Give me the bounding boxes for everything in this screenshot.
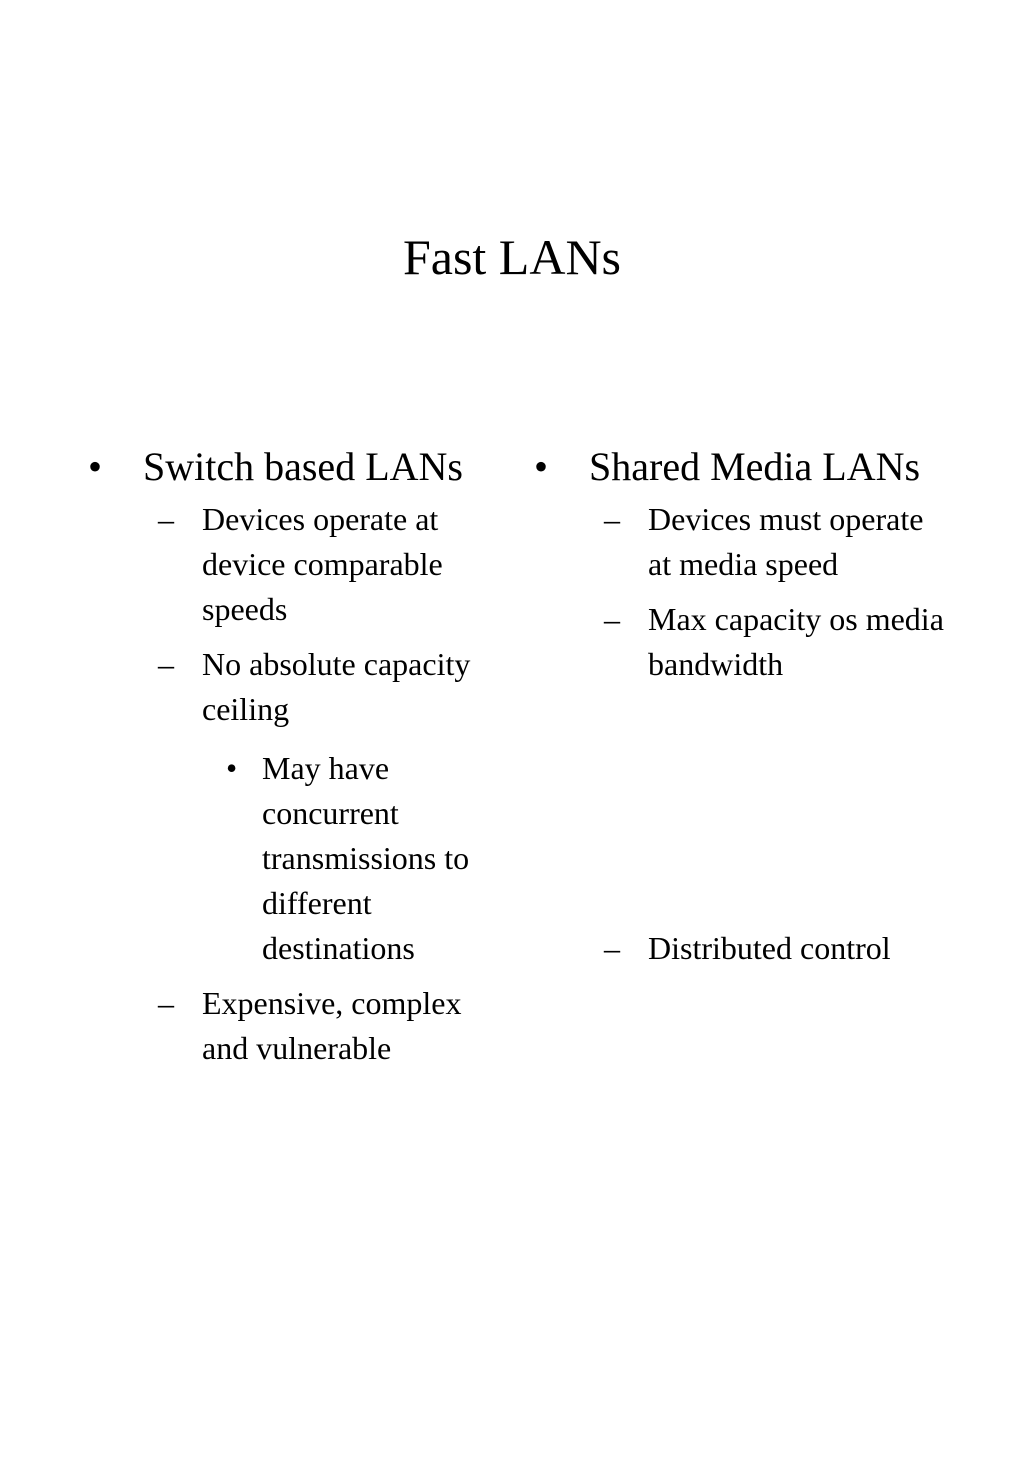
bullet-marker: • <box>88 444 103 489</box>
left-item-text: No absolute capacity ceiling <box>202 646 471 727</box>
right-item-max-capacity <box>534 597 954 687</box>
dash-marker: – <box>158 646 174 682</box>
left-item-text: Expensive, complex and vulnerable <box>202 985 462 1066</box>
right-item-text: Devices must operate at media speed <box>648 501 924 582</box>
left-item-device-speeds <box>88 497 508 632</box>
right-heading <box>534 440 954 493</box>
right-item-text: Distributed control <box>648 930 891 966</box>
right-heading-text: Shared Media LANs <box>589 444 921 489</box>
dash-marker: – <box>158 501 174 537</box>
dash-marker: – <box>604 601 620 637</box>
right-column <box>534 440 954 971</box>
bullet-marker: • <box>226 750 238 786</box>
left-column <box>88 440 508 1071</box>
left-heading-text: Switch based LANs <box>143 444 463 489</box>
bullet-marker: • <box>534 444 549 489</box>
dash-marker: – <box>604 501 620 537</box>
slide-title: Fast LANs <box>402 229 622 285</box>
right-item-distributed-control <box>534 926 954 971</box>
left-item-capacity-ceiling <box>88 642 508 732</box>
left-item-expensive <box>88 981 508 1071</box>
dash-marker: – <box>604 930 620 966</box>
right-item-media-speed <box>534 497 954 587</box>
left-item-text: Devices operate at device comparable speeds <box>202 501 443 627</box>
dash-marker: – <box>158 985 174 1021</box>
left-subitem-concurrent <box>88 746 508 971</box>
right-item-text: Max capacity os media bandwidth <box>648 601 944 682</box>
left-heading <box>88 440 508 493</box>
left-subitem-text: May have concurrent transmissions to different destinations <box>262 750 470 966</box>
